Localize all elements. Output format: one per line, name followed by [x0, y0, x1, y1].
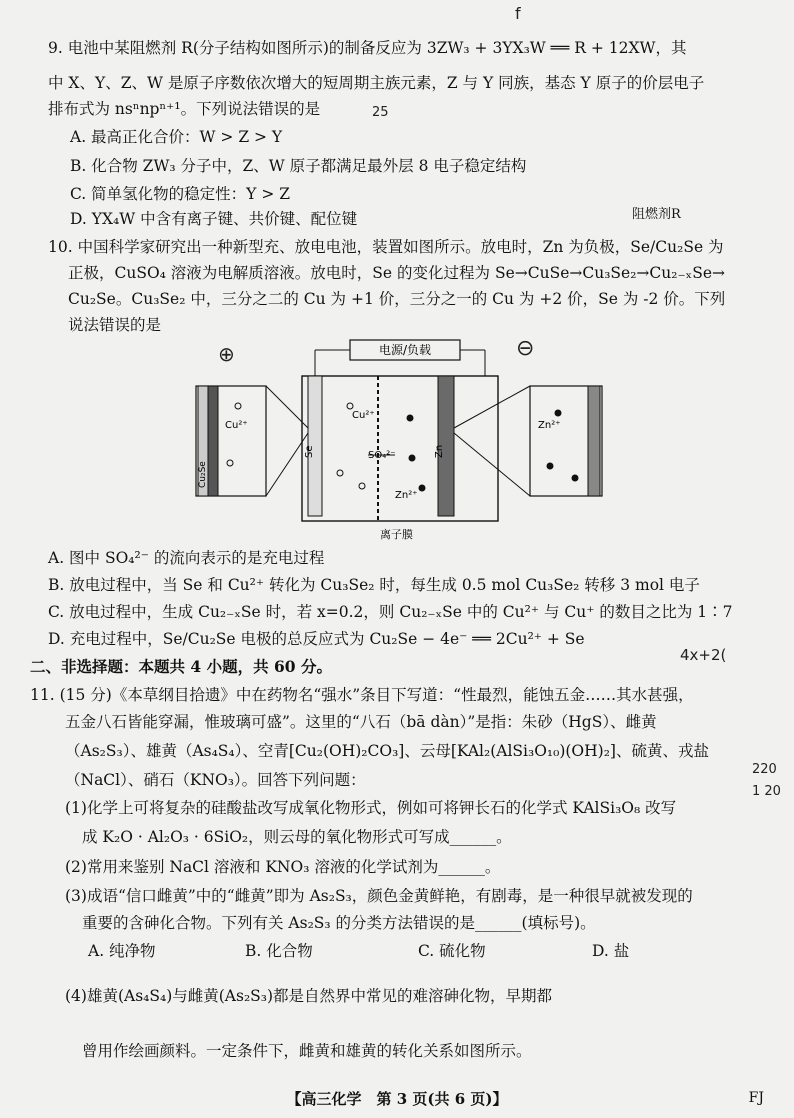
- handwriting-120: 1 20: [752, 784, 781, 799]
- q11-choice-a: A. 纯净物: [88, 942, 156, 960]
- cu2se-label: Cu₂Se: [198, 461, 208, 488]
- q11-part-3b: 重要的含砷化合物。下列有关 As₂S₃ 的分类方法错误的是______(填标号)。: [82, 914, 596, 932]
- left-cu-ion: Cu²⁺: [225, 420, 248, 431]
- corner-code: FJ: [748, 1090, 764, 1106]
- q11-part-1b: 成 K₂O · Al₂O₃ · 6SiO₂，则云母的氧化物形式可写成______。: [82, 828, 512, 846]
- q11-line-3: （As₂S₃）、雄黄（As₄S₄）、空青[Cu₂(OH)₂CO₃]、云母[KAl₂(AlSi₃O₁₀)(OH)₂]、硫黄、戎盐: [65, 742, 709, 760]
- q10-line-2: 正极，CuSO₄ 溶液为电解质溶液。放电时，Se 的变化过程为 Se→CuSe→Cu₃Se₂→Cu₂₋ₓSe→: [68, 264, 725, 282]
- q9-line-3: 排布式为 nsⁿnpⁿ⁺¹。下列说法错误的是: [48, 100, 321, 118]
- q10-line-1: 10. 中国科学家研究出一种新型充、放电电池，装置如图所示。放电时，Zn 为负极，Se/Cu₂Se 为: [48, 238, 724, 256]
- q11-choice-b: B. 化合物: [245, 942, 313, 960]
- handwriting-margin-note: 4x+2(: [680, 646, 727, 664]
- q11-line-4: （NaCl）、硝石（KNO₃）。回答下列问题：: [65, 771, 366, 789]
- page-footer: 【高三化学 第 3 页(共 6 页)】: [286, 1090, 508, 1108]
- cu-ion-label: Cu²⁺: [352, 410, 375, 421]
- q11-part-2: (2)常用来鉴别 NaCl 溶液和 KNO₃ 溶液的化学试剂为______。: [65, 858, 501, 876]
- q11-part-3a: (3)成语“信口雌黄”中的“雌黄”即为 As₂S₃，颜色金黄鲜艳，有剧毒，是一种很早就被发现的: [65, 887, 693, 905]
- handwriting-top-mark: f: [515, 4, 521, 23]
- q10-option-b: B. 放电过程中，当 Se 和 Cu²⁺ 转化为 Cu₃Se₂ 时，每生成 0.5 mol Cu₃Se₂ 转移 3 mol 电子: [48, 576, 700, 594]
- q10-line-4: 说法错误的是: [68, 316, 162, 334]
- q10-option-a: A. 图中 SO₄²⁻ 的流向表示的是充电过程: [48, 549, 325, 567]
- handwriting-minus: ⊖: [516, 336, 535, 361]
- handwriting-plus: ⊕: [218, 342, 235, 366]
- q9-option-b: B. 化合物 ZW₃ 分子中，Z、W 原子都满足最外层 8 电子稳定结构: [70, 157, 527, 175]
- q9-option-a: A. 最高正化合价：W > Z > Y: [70, 128, 283, 146]
- q11-line-1: 11. (15 分)《本草纲目拾遗》中在药物名“强水”条目下写道：“性最烈，能蚀五金……其水甚强，: [30, 686, 694, 704]
- q9-option-d: D. YX₄W 中含有离子键、共价键、配位键: [70, 210, 358, 228]
- q9-figure-label: 阻燃剂R: [632, 207, 681, 222]
- handwriting-note-25: 25: [372, 105, 389, 120]
- q9-line-2: 中 X、Y、Z、W 是原子序数依次增大的短周期主族元素，Z 与 Y 同族，基态 Y 原子的价层电子: [48, 74, 705, 92]
- zn-label: Zn: [434, 444, 445, 458]
- q11-line-2: 五金八石皆能穿漏，惟玻璃可盛”。这里的“八石（bā dàn）”是指：朱砂（HgS）、雌黄: [65, 713, 657, 731]
- zn-ion-label: Zn²⁺: [395, 490, 418, 501]
- battery-diagram: [190, 338, 610, 548]
- q11-part-4b: 曾用作绘画颜料。一定条件下，雌黄和雄黄的转化关系如图所示。: [82, 1042, 532, 1060]
- q9-option-c: C. 简单氢化物的稳定性：Y > Z: [70, 185, 291, 203]
- q9-line-1: 9. 电池中某阻燃剂 R(分子结构如图所示)的制备反应为 3ZW₃ + 3YX₃W ══ R + 12XW，其: [48, 39, 687, 57]
- q11-part-1a: (1)化学上可将复杂的硅酸盐改写成氧化物形式，例如可将钾长石的化学式 KAlSi₃O₈ 改写: [65, 799, 677, 817]
- sulfate-label: SO₄²⁻: [368, 450, 396, 461]
- q11-part-4a: (4)雄黄(As₄S₄)与雌黄(As₂S₃)都是自然界中常见的难溶砷化物，早期都: [65, 987, 553, 1005]
- power-label: 电源/负载: [378, 343, 432, 357]
- q11-choice-d: D. 盐: [592, 942, 630, 960]
- right-zn-ion: Zn²⁺: [538, 420, 561, 431]
- q10-option-d: D. 充电过程中，Se/Cu₂Se 电极的总反应式为 Cu₂Se − 4e⁻ ══ 2Cu²⁺ + Se: [48, 630, 585, 648]
- q10-line-3: Cu₂Se。Cu₃Se₂ 中，三分之二的 Cu 为 +1 价，三分之一的 Cu 为 +2 价，Se 为 -2 价。下列: [68, 290, 726, 308]
- q11-choice-c: C. 硫化物: [418, 942, 486, 960]
- q10-option-c: C. 放电过程中，生成 Cu₂₋ₓSe 时，若 x=0.2，则 Cu₂₋ₓSe 中的 Cu²⁺ 与 Cu⁺ 的数目之比为 1∶7: [48, 603, 733, 621]
- se-label: Se: [304, 445, 315, 458]
- handwriting-220: 220: [752, 762, 777, 777]
- membrane-label: 离子膜: [380, 528, 413, 541]
- section-2-heading: 二、非选择题：本题共 4 小题，共 60 分。: [30, 657, 332, 676]
